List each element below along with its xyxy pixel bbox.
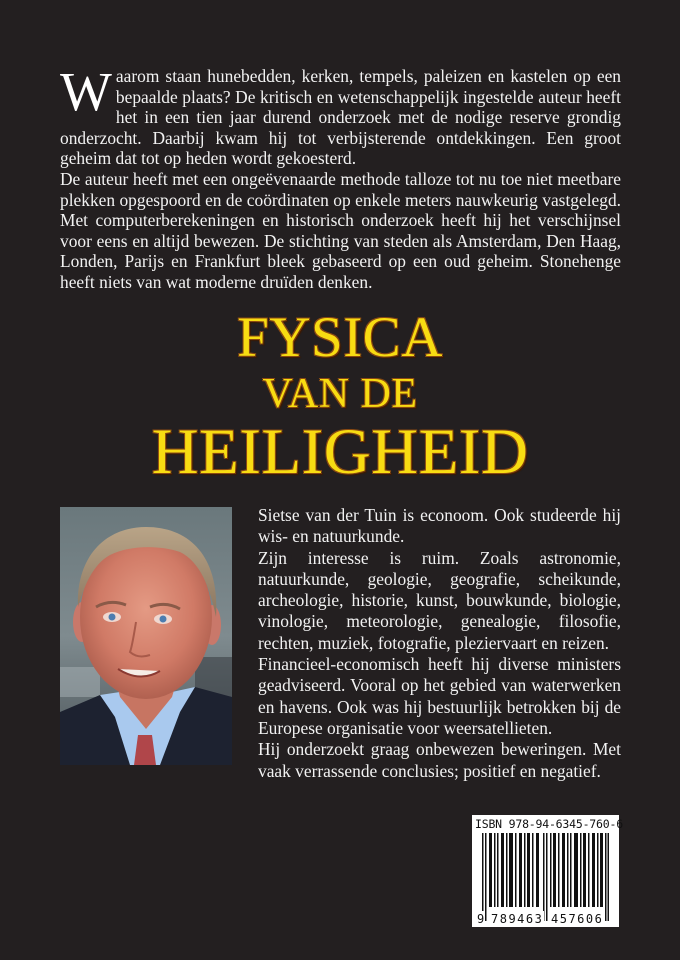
bio-paragraph-2: Zijn interesse is ruim. Zoals astronomie, natuurkunde, geologie, geografie, scheikunde, archeologie, historie, kunst, bouwkunde, biologie, vinologie, meteorologie, genealogie, filosofie, rechten, muziek, fotografie, pleziervaart en reizen. bbox=[258, 547, 621, 653]
isbn-label: ISBN 978-94-6345-760-6 bbox=[475, 817, 623, 831]
ean-first-digit: 9 bbox=[477, 912, 485, 926]
book-title-line-3: HEILIGHEID bbox=[151, 416, 529, 488]
book-title-line-2: VAN DE bbox=[262, 371, 418, 417]
ean-left-digits: 789463 bbox=[491, 912, 544, 926]
blurb-paragraph-1 bbox=[60, 61, 621, 169]
bio-paragraph-3: Financieel-economisch heeft hij diverse ministers geadviseerd. Vooral op het gebied van waterwerken en havens. Ook was hij bestuurlijk betrokken bij de Europese organisatie voor weersatellieten. bbox=[258, 654, 621, 738]
author-portrait-illustration bbox=[60, 507, 232, 765]
back-cover-blurb bbox=[60, 61, 621, 293]
author-bio bbox=[258, 505, 621, 782]
blurb-paragraph-1-text: aarom staan hunebedden, kerken, tempels, paleizen en kastelen op een bepaalde plaats? De kritisch en wetenschappelijk ingestelde auteur heeft het in een tien jaar durend onderzoek met de nodige reserve grondig onderzocht. Daarbij kwam hij tot verbijsterende ontdekkingen. Een groot geheim dat tot op heden wordt gekoesterd. bbox=[60, 66, 621, 169]
bio-paragraph-4: Hij onderzoekt graag onbewezen beweringen. Met vaak verrassende conclusies; positief en negatief. bbox=[258, 739, 621, 781]
blurb-paragraph-2: De auteur heeft met een ongeëvenaarde methode talloze tot nu toe niet meetbare plekken opgespoord en de coördinaten op enkele meters nauwkeurig vastgelegd. Met computerberekeningen en historisch onderzoek heeft hij het verschijnsel voor eens en altijd bewezen. De stichting van steden als Amsterdam, Den Haag, Londen, Parijs en Frankfurt bleek gebaseerd op een oud geheim. Stonehenge heeft niets van wat moderne druïden denken. bbox=[60, 168, 621, 292]
drop-cap: W bbox=[60, 61, 112, 122]
bio-paragraph-1: Sietse van der Tuin is econoom. Ook studeerde hij wis- en natuurkunde. bbox=[258, 505, 621, 547]
ean-right-digits: 457606 bbox=[551, 912, 604, 926]
isbn-barcode bbox=[472, 815, 623, 927]
book-title-line-1: FYSICA bbox=[237, 306, 443, 369]
author-photo bbox=[60, 507, 232, 765]
barcode-bars-icon bbox=[482, 833, 609, 921]
ean-digits bbox=[474, 911, 617, 927]
